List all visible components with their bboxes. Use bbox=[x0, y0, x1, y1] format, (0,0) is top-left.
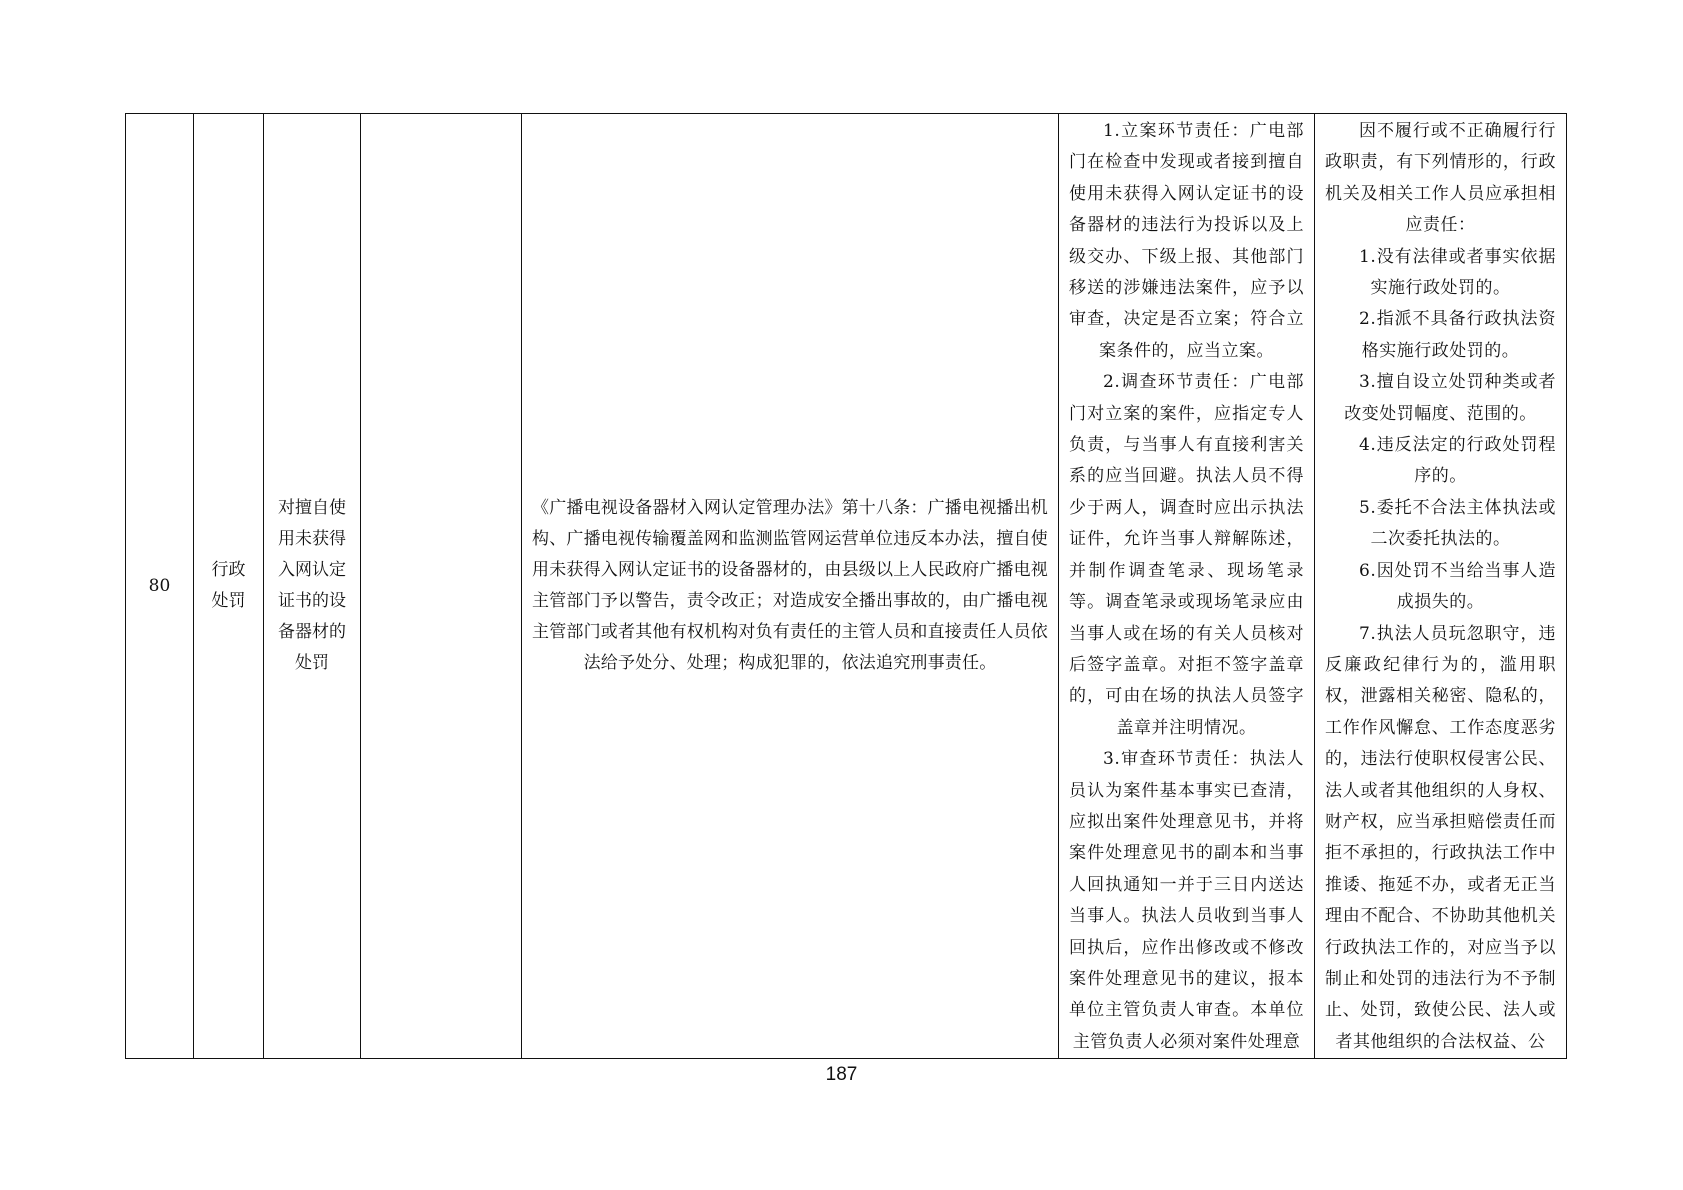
accountability-paragraph: 7.执法人员玩忽职守，违反廉政纪律行为的，滥用职权，泄露相关秘密、隐私的，工作作风懈怠、工作态度恶劣的，违法行使职权侵害公民、法人或者其他组织的人身权、财产权，应当承担赔偿责任而拒不承担的，行政执法工作中推诿、拖延不办，或者无正当理由不配合、不协助其他机关行政执法工作的，对应当予以制止和处罚的违法行为不予制止、处罚，致使公民、法人或者其他组织的合法权益、公 bbox=[1325, 623, 1556, 1052]
accountability-paragraph: 4.违反法定的行政处罚程序的。 bbox=[1359, 435, 1556, 487]
legal-basis-cell bbox=[522, 114, 1059, 1059]
responsibility-paragraph: 1.立案环节责任：广电部门在检查中发现或者接到擅自使用未获得入网认定证书的设备器材的违法行为投诉以及上级交办、下级上报、其他部门移送的涉嫌违法案件，应予以审查，决定是否立案；符合立案条件的，应当立案。 bbox=[1069, 121, 1304, 361]
row-number-cell: 80 bbox=[126, 114, 194, 1059]
responsibility-cell bbox=[1059, 114, 1315, 1059]
accountability-paragraph: 因不履行或不正确履行行政职责，有下列情形的，行政机关及相关工作人员应承担相应责任： bbox=[1325, 121, 1556, 236]
power-type-cell: 行政处罚 bbox=[194, 114, 264, 1059]
item-name-cell: 对擅自使用未获得入网认定证书的设备器材的处罚 bbox=[264, 114, 361, 1059]
accountability-cell bbox=[1315, 114, 1567, 1059]
accountability-paragraph: 3.擅自设立处罚种类或者改变处罚幅度、范围的。 bbox=[1344, 372, 1556, 424]
accountability-paragraph: 5.委托不合法主体执法或二次委托执法的。 bbox=[1359, 497, 1556, 550]
responsibility-paragraph: 3.审查环节责任：执法人员认为案件基本事实已查清，应拟出案件处理意见书，并将案件处理意见书的副本和当事人回执通知一并于三日内送达当事人。执法人员收到当事人回执后，应作出修改或不修改案件处理意见书的建议，报本单位主管负责人审查。本单位主管负责人必须对案件处理意 bbox=[1069, 749, 1304, 1052]
table-row bbox=[126, 114, 1567, 1059]
accountability-paragraph: 1.没有法律或者事实依据实施行政处罚的。 bbox=[1359, 246, 1556, 299]
accountability-paragraph: 2.指派不具备行政执法资格实施行政处罚的。 bbox=[1359, 309, 1556, 361]
power-list-table bbox=[125, 113, 1567, 1059]
responsibility-paragraph: 2.调查环节责任：广电部门对立案的案件，应指定专人负责，与当事人有直接利害关系的应当回避。执法人员不得少于两人，调查时应出示执法证件，允许当事人辩解陈述，并制作调查笔录、现场笔录等。调查笔录或现场笔录应由当事人或在场的有关人员核对后签字盖章。对拒不签字盖章的，可由在场的执法人员签字盖章并注明情况。 bbox=[1069, 372, 1304, 738]
legal-basis-text: 《广播电视设备器材入网认定管理办法》第十八条：广播电视播出机构、广播电视传输覆盖网和监测监管网运营单位违反本办法，擅自使用未获得入网认定证书的设备器材的，由县级以上人民政府广播电视主管部门予以警告，责令改正；对造成安全播出事故的，由广播电视主管部门或者其他有权机构对负有责任的主管人员和直接责任人员依法给予处分、处理；构成犯罪的，依法追究刑事责任。 bbox=[532, 498, 1048, 674]
sub-item-cell bbox=[361, 114, 522, 1059]
accountability-paragraph: 6.因处罚不当给当事人造成损失的。 bbox=[1359, 560, 1556, 613]
page-number: 187 bbox=[825, 1064, 858, 1085]
